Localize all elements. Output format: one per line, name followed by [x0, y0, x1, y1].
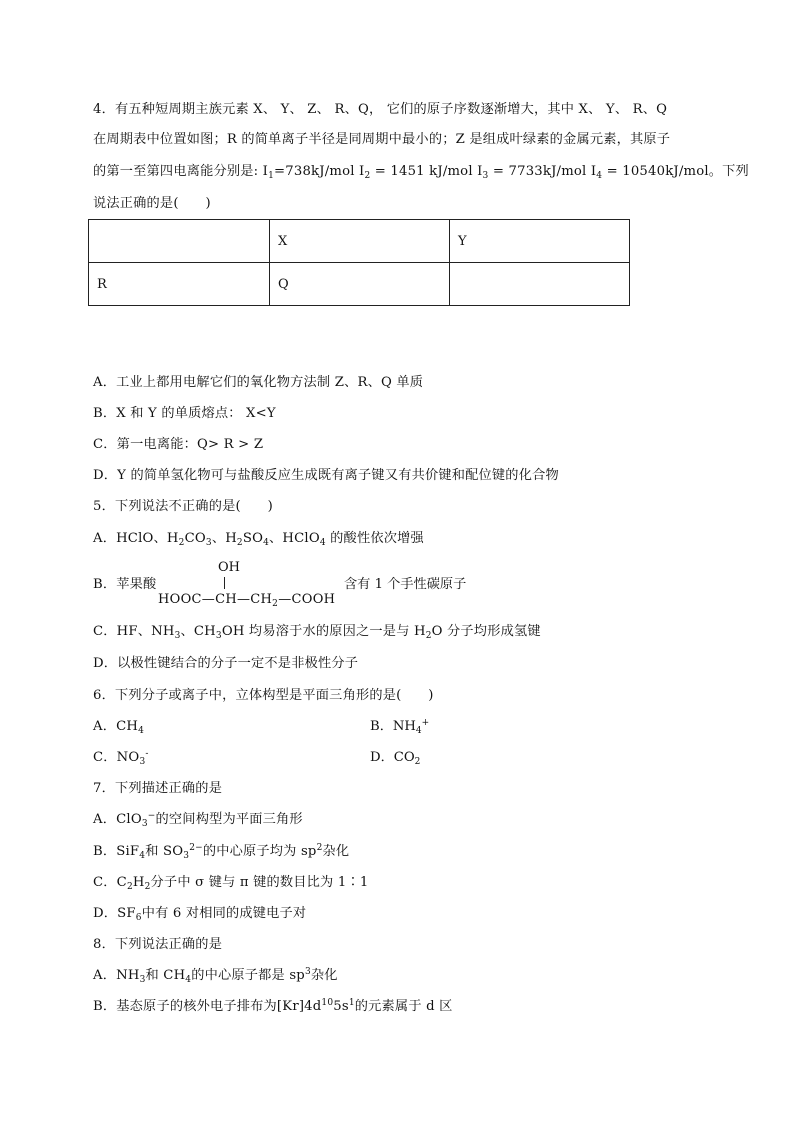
q7-stem: 7．下列描述正确的是 [93, 781, 223, 796]
bond-line [224, 577, 225, 589]
q4-option-b: B．X 和 Y 的单质熔点： X<Y [93, 406, 276, 421]
table-cell: Q [270, 263, 450, 306]
table-row [89, 220, 630, 263]
periodic-position-table [88, 219, 630, 306]
hydroxyl-group: OH [218, 560, 240, 575]
table-cell [89, 220, 270, 263]
q5-stem: 5．下列说法不正确的是( ) [93, 499, 273, 514]
q4-stem-line4: 说法正确的是( ) [93, 196, 211, 211]
q6-option-d: D．$CO_2$ [370, 750, 421, 767]
q5-option-a: A．HClO、$H_2CO_3$、$H_2SO_4$、HClO$_4$ 的酸性依次增强 [93, 531, 424, 548]
q5-option-c: C．HF、$NH_3$、$CH_3OH$ 均易溶于水的原因之一是与 $H_2O$ 分子均形成氢键 [93, 624, 541, 641]
table-cell [450, 263, 630, 306]
q4-stem-line3: 的第一至第四电离能分别是: $I_1=738kJ$/mol $I_2 = 1451$ kJ/mol $I_3 = 7733kJ/mol$ $I_4 = 10540kJ/mol$。下列 [93, 164, 749, 181]
q6-option-c: C．$NO_3^-$ [93, 749, 149, 767]
q7-option-b: B．SiF$_4$和 $SO_3^{2-}$的中心原子均为 $sp^2$杂化 [93, 843, 350, 861]
q5-option-b-text: 含有 1 个手性碳原子 [344, 577, 467, 592]
q4-stem-line2: 在周期表中位置如图；R 的简单离子半径是同周期中最小的；Z 是组成叶绿素的金属元素，其原子 [93, 132, 671, 147]
q6-option-a: A．$CH_4$ [93, 719, 145, 736]
q8-stem: 8．下列说法正确的是 [93, 937, 223, 952]
q8-option-b: B．基态原子的核外电子排布为$[Kr]4d^{10}5s^1$的元素属于 d 区 [93, 998, 453, 1014]
table-cell: R [89, 263, 270, 306]
carbon-chain: $HOOC—CH—CH_2—COOH$ [158, 592, 336, 609]
q7-option-a: A．ClO$_3$−的空间构型为平面三角形 [93, 811, 303, 829]
q6-option-b: B．$NH_4^+$ [370, 718, 430, 736]
q4-option-a: A．工业上都用电解它们的氧化物方法制 Z、R、Q 单质 [93, 375, 424, 390]
q4-stem-line1: 4．有五种短周期主族元素 X、 Y、 Z、 R、Q， 它们的原子序数逐渐增大，其中 X、 Y、 R、Q [93, 102, 668, 117]
q8-option-a: A．$NH_3$和 $CH_4$的中心原子都是 $sp^3$杂化 [93, 967, 338, 985]
table-row [89, 263, 630, 306]
q7-option-c: C．$C_2H_2$分子中 σ 键与 π 键的数目比为 1∶1 [93, 875, 369, 892]
table-cell: X [270, 220, 450, 263]
q4-option-d: D．Y 的简单氢化物可与盐酸反应生成既有离子键又有共价键和配位键的化合物 [93, 468, 559, 483]
table-cell: Y [450, 220, 630, 263]
q5-option-b-label: B．苹果酸 [93, 577, 157, 592]
q5-option-d: D．以极性键结合的分子一定不是非极性分子 [93, 656, 359, 671]
q6-stem: 6．下列分子或离子中，立体构型是平面三角形的是( ) [93, 688, 434, 703]
q7-option-d: D．$SF_6$中有 6 对相同的成键电子对 [93, 906, 307, 923]
malic-acid-structure [158, 560, 348, 610]
q4-option-c: C．第一电离能：Q> R > Z [93, 437, 264, 452]
